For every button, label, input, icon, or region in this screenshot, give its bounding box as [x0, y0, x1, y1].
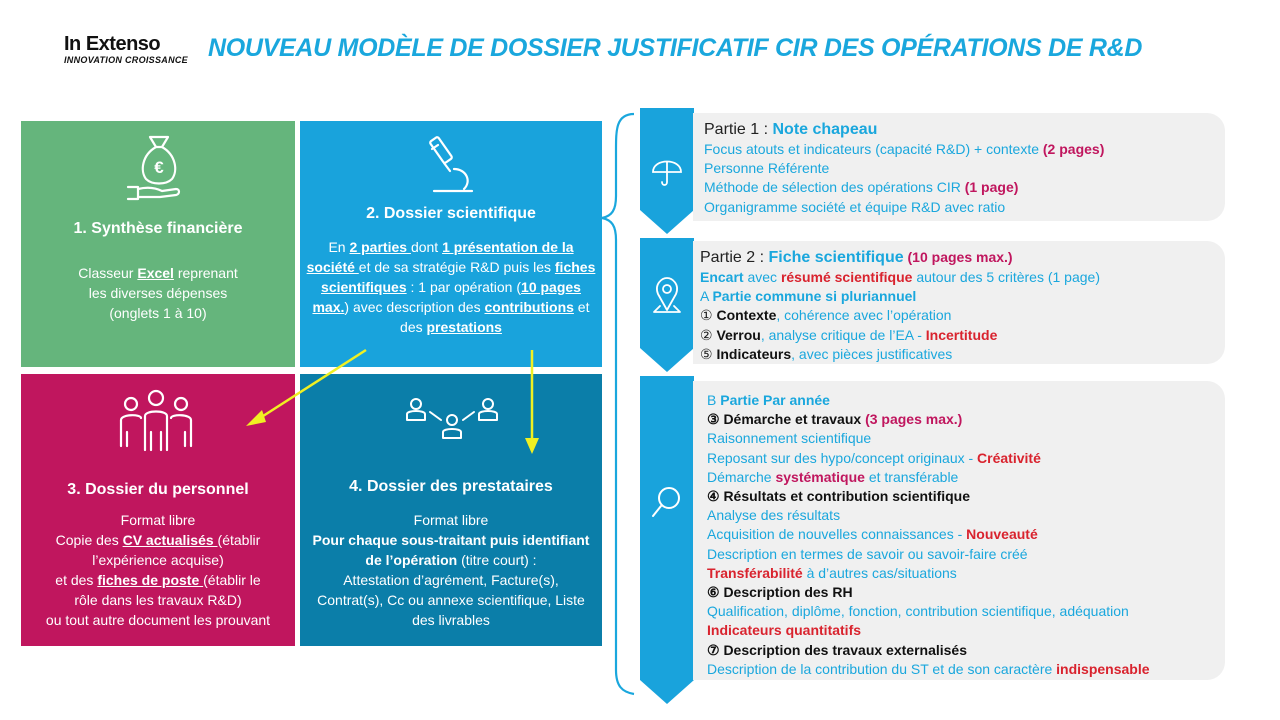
arrow-to-personnel-head — [246, 410, 266, 426]
part2-chevron — [640, 238, 694, 374]
box2-title: 2. Dossier scientifique — [366, 205, 536, 222]
curly-brace — [598, 110, 642, 700]
box1-title: 1. Synthèse financière — [73, 220, 243, 237]
logo-tagline: INNOVATION CROISSANCE — [64, 55, 188, 65]
part3-panel: B Partie Par année ③ Démarche et travaux (3 pages max.) Raisonnement scientifique Reposant sur des hypo/concept originaux - Créativité Démarche systématique et transférable ④ Résultats et contribution scientifique Analyse des résultats Acquisition de nouvelles connaissances - Nouveauté Description en termes de savoir ou savoir-faire créé Transférabilité à d’autres cas/situations ⑥ Description des RH Qualification, diplôme, fonction, contribution scientifique, adéquation Indicateurs quantitatifs ⑦ Description des travaux externalisés Description de la contribution du ST et de son caractère indispensable — [693, 381, 1225, 680]
part3-chevron — [640, 376, 694, 708]
box4-text: Format libre Pour chaque sous-traitant puis identifiant de l’opération (titre court) : Attestation d’agrément, Facture(s), Contrat(s), Cc ou annexe scientifique, Liste des livrables — [312, 512, 590, 628]
part1-chevron — [640, 108, 694, 236]
arrow-to-personnel — [260, 350, 366, 418]
part2-panel: Partie 2 : Fiche scientifique (10 pages max.) Encart avec résumé scientifique autour des 5 critères (1 page) A Partie commune si pluriannuel ① Contexte, cohérence avec l’opération ② Verrou, analyse critique de l’EA - Incertitude ⑤ Indicateurs, avec pièces justificatives — [693, 241, 1225, 364]
svg-text:€: € — [154, 158, 164, 177]
arrow-to-providers-head — [525, 438, 539, 454]
page-title: NOUVEAU MODÈLE DE DOSSIER JUSTIFICATIF CIR DES OPÉRATIONS DE R&D — [208, 34, 1143, 62]
box3-text: Format libre Copie des CV actualisés (établir l’expérience acquise) et des fiches de poste (établir le rôle dans les travaux R&D) ou tout autre document les prouvant — [45, 512, 271, 628]
box4-title: 4. Dossier des prestataires — [349, 478, 553, 495]
logo-name: In Extenso — [64, 33, 161, 55]
box3-title: 3. Dossier du personnel — [67, 481, 249, 498]
box2-text: En 2 parties dont 1 présentation de la société et de sa stratégie R&D puis les fiches scientifiques : 1 par opération (10 pages max.) avec description des contributions et des prestations — [306, 239, 596, 335]
part1-panel: Partie 1 : Note chapeau Focus atouts et indicateurs (capacité R&D) + contexte (2 pages) Personne Référente Méthode de sélection des opérations CIR (1 page) Organigramme société et équipe R&D avec ratio — [693, 113, 1225, 221]
box1-text: Classeur Excel reprenant les diverses dépenses (onglets 1 à 10) — [78, 265, 238, 321]
